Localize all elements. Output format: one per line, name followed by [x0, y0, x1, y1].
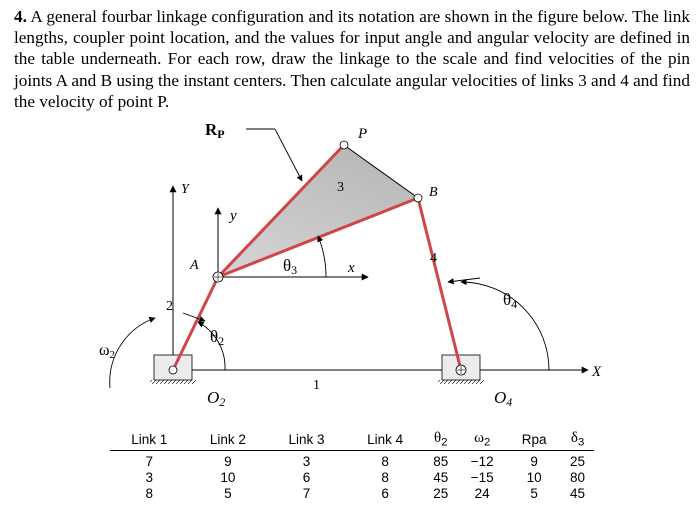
- label-x-local: x: [348, 260, 355, 276]
- omega2-arc: [110, 318, 155, 388]
- label-rp: RP: [205, 120, 225, 141]
- label-o2: O2: [207, 388, 226, 409]
- header-link1: Link 1: [110, 428, 189, 451]
- label-y-global: Y: [181, 182, 189, 197]
- theta3-arc: [318, 236, 326, 277]
- cell-rpa: 10: [526, 470, 542, 485]
- cell-delta3: 45: [570, 486, 586, 501]
- label-theta3: θ3: [283, 256, 298, 277]
- cell-link3: 6: [302, 470, 311, 485]
- cell-omega2: −15: [470, 470, 494, 485]
- header-link2: Link 2: [189, 428, 268, 451]
- cell-link3: 7: [302, 486, 311, 501]
- cell-link4: 8: [381, 470, 389, 485]
- header-rpa: Rpa: [507, 428, 561, 451]
- problem-number: 4.: [14, 7, 27, 26]
- header-omega2: $\omega_2$: [457, 428, 507, 451]
- cell-omega2: −12: [470, 454, 494, 469]
- header-theta2: $\theta_2$: [424, 428, 457, 451]
- cell-link1: 7: [145, 454, 154, 469]
- label-x-global: X: [592, 364, 602, 380]
- table-row: [110, 486, 594, 502]
- cell-rpa: 9: [530, 454, 538, 469]
- rp-arrow: [275, 129, 302, 181]
- pin-b: [414, 194, 422, 202]
- label-y-local: y: [230, 208, 237, 224]
- link-2: [173, 277, 218, 370]
- table-row: [110, 451, 594, 471]
- cell-delta3: 80: [570, 470, 586, 485]
- label-link2: 2: [166, 299, 173, 314]
- label-theta4: θ4: [503, 290, 518, 311]
- cell-link2: 5: [224, 486, 232, 501]
- table-header-row: [110, 428, 594, 451]
- pin-o2: [169, 366, 177, 374]
- cell-link2: 9: [224, 454, 232, 469]
- label-a: A: [190, 258, 199, 273]
- cell-link3: 3: [302, 454, 311, 469]
- cell-omega2: 24: [474, 486, 490, 501]
- link4-arrow: [448, 278, 480, 282]
- label-link3: 3: [337, 180, 344, 195]
- table-row: [110, 470, 594, 486]
- cell-rpa: 5: [530, 486, 538, 501]
- label-p: P: [358, 126, 368, 142]
- label-o4: O4: [494, 388, 513, 409]
- cell-theta2: 85: [433, 454, 449, 469]
- parameter-table: [110, 428, 594, 502]
- cell-link2: 10: [220, 470, 236, 485]
- label-link1: 1: [313, 378, 320, 393]
- cell-link4: 8: [381, 454, 389, 469]
- label-omega2: ω2: [99, 342, 116, 361]
- link-4: [418, 198, 461, 370]
- cell-theta2: 45: [433, 470, 449, 485]
- cell-delta3: 25: [570, 454, 586, 469]
- cell-link1: 3: [145, 470, 154, 485]
- header-link3: Link 3: [267, 428, 346, 451]
- cell-link1: 8: [145, 486, 154, 501]
- header-link4: Link 4: [346, 428, 425, 451]
- cell-theta2: 25: [433, 486, 449, 501]
- label-link4: 4: [430, 251, 437, 266]
- problem-text: A general fourbar linkage configuration and its notation are shown in the figure below. The link lengths, coupler point location, and the values for input angle and angular velocity are defined in the table underneath. For each row, draw the linkage to the scale and find velocities of the pin joints A and B using the instant centers. Then calculate angular velocities of links 3 and 4 and find the velocity of point P.: [14, 7, 690, 111]
- link2-arrow: [183, 313, 205, 321]
- label-theta2: θ2: [210, 327, 225, 348]
- cell-link4: 6: [381, 486, 389, 501]
- label-b: B: [429, 185, 438, 200]
- pin-p: [340, 141, 348, 149]
- header-delta3: $\delta_3$: [561, 428, 594, 451]
